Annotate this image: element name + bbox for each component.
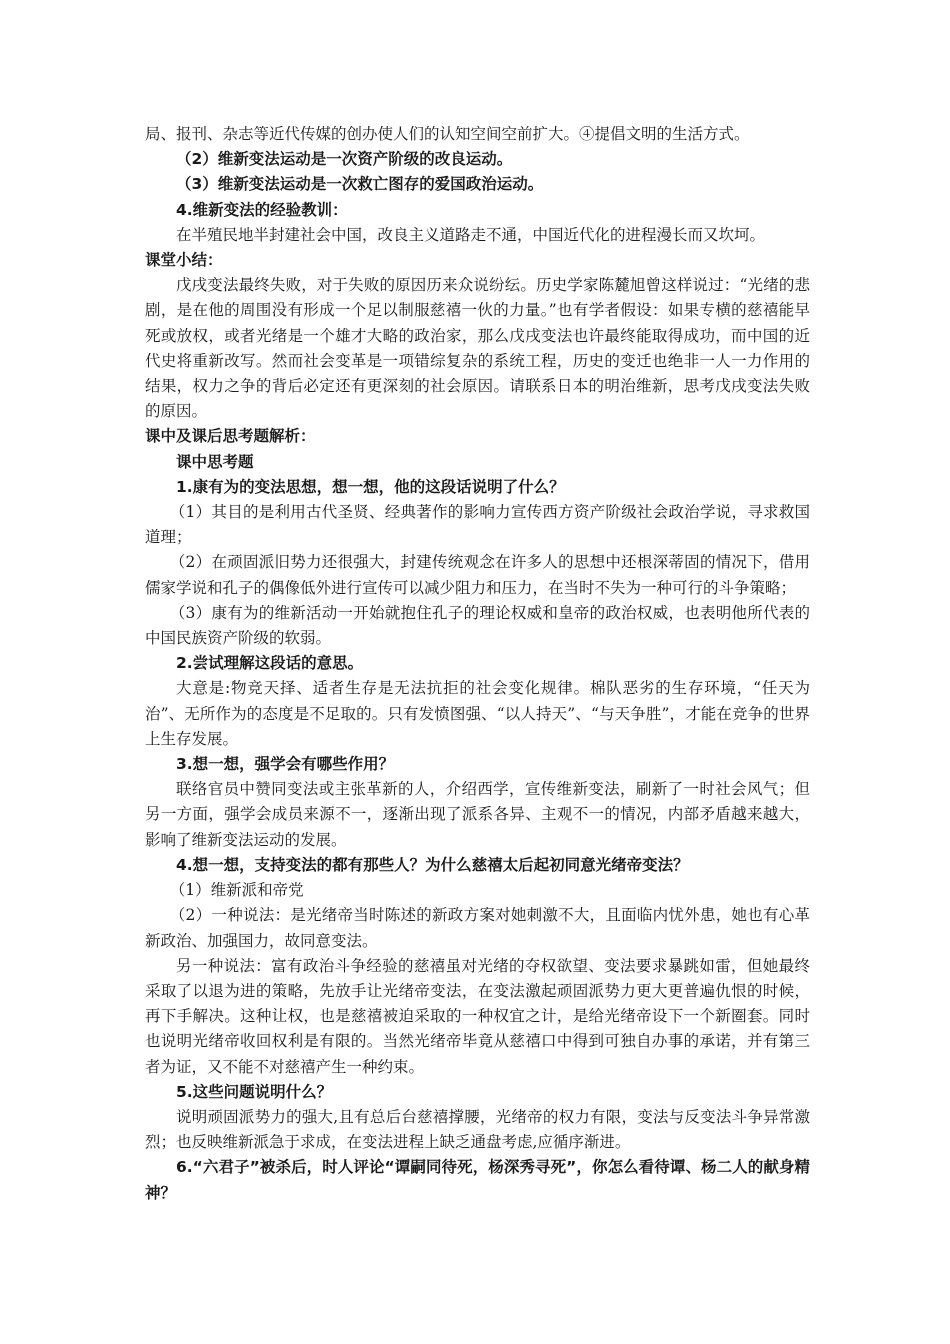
section-heading: 4.维新变法的经验教训： — [176, 200, 348, 219]
question-heading: 5.这些问题说明什么？ — [176, 1082, 333, 1101]
question-heading: 1.康有为的变法思想，想一想，他的这段话说明了什么？ — [176, 477, 565, 496]
paragraph-bold: （2）维新变法运动是一次资产阶级的改良运动。 — [176, 150, 513, 169]
paragraph: 联络官员中赞同变法或主张革新的人，介绍西学，宣传维新变法，刷新了一时社会风气；但另一方面，强学会成员来源不一，逐渐出现了派系各异、主观不一的情况，内部矛盾越来越大，影响了维新变法运动的发展。 — [145, 780, 810, 849]
question-heading: 3.想一想，强学会有哪些作用？ — [176, 755, 395, 774]
paragraph: 大意是:物竞天择、适者生存是无法抗拒的社会变化规律。棉队恶劣的生存环境，“任天为治”、无所作为的态度是不足取的。只有发愤图强、“以人持天”、“与天争胜”，才能在竞争的世界上生存发展。 — [145, 679, 810, 748]
paragraph: 另一种说法：富有政治斗争经验的慈禧虽对光绪的夺权欲望、变法要求暴跳如雷，但她最终采取了以退为进的策略，先放手让光绪帝变法，在变法激起顽固派势力更大更普遍仇恨的时候，再下手解决。这种让权，也是慈禧被迫采取的一种权宜之计，是给光绪帝设下一个新圈套。同时也说明光绪帝收回权利是有限的。当然光绪帝毕竟从慈禧口中得到可独自办事的承诺，并有第三者为证，又不能不对慈禧产生一种约束。 — [145, 956, 810, 1076]
paragraph: 戊戌变法最终失败，对于失败的原因历来众说纷纭。历史学家陈麓旭曾这样说过：“光绪的悲剧，是在他的周围没有形成一个足以制服慈禧一伙的力量。”也有学者假设：如果专横的慈禧能早死或放权，或者光绪是一个雄才大略的政治家，那么戊戌变法也许最终能取得成功，而中国的近代史将重新改写。然而社会变革是一项错综复杂的系统工程，历史的变迁也绝非一人一力作用的结果，权力之争的背后必定还有更深刻的社会原因。请联系日本的明治维新，思考戊戌变法失败的原因。 — [145, 276, 810, 421]
paragraph: 说明顽固派势力的强大,且有总后台慈禧撑腰，光绪帝的权力有限，变法与反变法斗争异常激烈；也反映维新派急于求成，在变法进程上缺乏通盘考虑,应循序渐进。 — [145, 1107, 810, 1152]
question-heading: 6.“六君子”被杀后，时人评论“谭嗣同待死，杨深秀寻死”，你怎么看待谭、杨二人的献身精神？ — [145, 1158, 810, 1202]
question-heading: 4.想一想，支持变法的都有那些人？为什么慈禧太后起初同意光绪帝变法？ — [176, 855, 689, 874]
paragraph: （1）维新派和帝党 — [169, 881, 304, 900]
paragraph: （2）一种说法：是光绪帝当时陈述的新政方案对她刺激不大，且面临内忧外患，她也有心革新政治、加强国力，故同意变法。 — [145, 906, 810, 950]
subsection-heading: 课中思考题 — [176, 452, 254, 471]
section-heading: 课中及课后思考题解析： — [145, 427, 316, 446]
paragraph: （3）康有为的维新活动一开始就抱住孔子的理论权威和皇帝的政治权威，也表明他所代表的中国民族资产阶级的软弱。 — [145, 603, 810, 648]
section-heading: 课堂小结： — [145, 251, 223, 270]
document-page — [145, 122, 810, 1206]
paragraph: （1）其目的是利用古代圣贤、经典著作的影响力宣传西方资产阶级社会政治学说，寻求救国道理； — [145, 503, 810, 547]
paragraph: 在半殖民地半封建社会中国，改良主义道路走不通，中国近代化的进程漫长而又坎坷。 — [176, 225, 766, 244]
question-heading: 2.尝试理解这段话的意思。 — [176, 654, 364, 673]
paragraph: 局、报刊、杂志等近代传媒的创办使人们的认知空间空前扩大。④提倡文明的生活方式。 — [145, 125, 750, 143]
paragraph: （2）在顽固派旧势力还很强大，封建传统观念在许多人的思想中还根深蒂固的情况下，借用儒家学说和孔子的偶像低外进行宣传可以减少阻力和压力，在当时不失为一种可行的斗争策略； — [145, 553, 810, 597]
paragraph-bold: （3）维新变法运动是一次救亡图存的爱国政治运动。 — [176, 175, 544, 194]
